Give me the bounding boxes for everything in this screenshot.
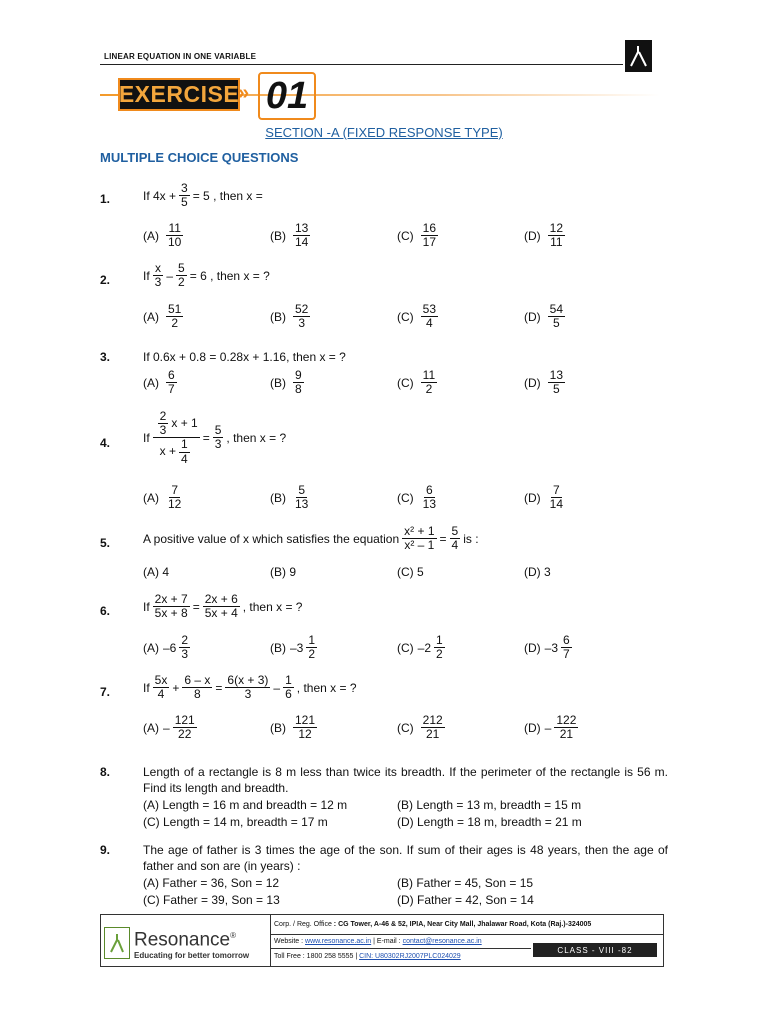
option-a[interactable]: (A) 4 xyxy=(143,565,170,579)
chapter-title: LINEAR EQUATION IN ONE VARIABLE xyxy=(104,52,257,61)
fraction xyxy=(293,303,310,330)
q-text: is : xyxy=(463,531,479,546)
option-a[interactable] xyxy=(143,303,186,330)
question-4-text xyxy=(143,410,286,466)
numerator: 5 xyxy=(451,524,459,538)
fraction xyxy=(421,222,438,249)
fraction xyxy=(179,438,190,465)
exercise-number: 01 xyxy=(258,72,316,120)
complex-fraction xyxy=(153,410,200,466)
fraction xyxy=(434,634,445,661)
numerator: 5 xyxy=(178,261,185,275)
numerator: 5 xyxy=(298,483,306,497)
website-label: Website : xyxy=(274,938,304,945)
option-label: (A) xyxy=(143,309,159,324)
denominator: 2 xyxy=(308,647,316,662)
numerator: 11 xyxy=(422,368,436,382)
option-b[interactable]: (B) Father = 45, Son = 15 xyxy=(397,876,534,890)
option-c[interactable] xyxy=(397,634,448,661)
double-chevron-icon: » xyxy=(238,82,250,104)
option-a[interactable] xyxy=(143,714,200,741)
option-c[interactable]: (C) Length = 14 m, breadth = 17 m xyxy=(143,815,328,829)
option-label: (D) xyxy=(524,228,541,243)
numerator: 2x + 7 xyxy=(154,592,188,606)
numerator: 6 xyxy=(563,633,570,647)
numerator: 6 – x xyxy=(184,673,211,687)
option-label: (D) xyxy=(524,309,541,324)
option-label: (A) xyxy=(143,640,159,655)
option-d[interactable] xyxy=(524,303,568,330)
option-label: (C) xyxy=(397,309,414,324)
option-b[interactable] xyxy=(270,714,320,741)
website-link[interactable]: www.resonance.ac.in xyxy=(305,938,372,945)
fraction xyxy=(402,525,436,552)
q-text: , then x = ? xyxy=(226,430,287,445)
numerator: 2 xyxy=(159,409,167,423)
numerator: 121 xyxy=(174,713,195,727)
question-number: 4. xyxy=(100,436,111,450)
fraction xyxy=(306,634,317,661)
numerator: 13 xyxy=(295,221,309,235)
sign: – xyxy=(544,720,552,735)
denominator: 5 xyxy=(181,195,188,210)
class-page-badge: CLASS - VIII -82 xyxy=(533,943,657,957)
option-b[interactable] xyxy=(270,369,307,396)
email-link[interactable]: contact@resonance.ac.in xyxy=(402,938,482,945)
numerator: 1 xyxy=(285,673,292,687)
fraction xyxy=(176,262,187,289)
option-a[interactable] xyxy=(143,484,186,511)
question-3-text: If 0.6x + 0.8 = 0.28x + 1.16, then x = ? xyxy=(143,350,346,364)
denominator: 3 xyxy=(181,647,189,662)
option-label: (B) xyxy=(270,375,286,390)
denominator: 14 xyxy=(295,235,309,250)
option-a[interactable] xyxy=(143,222,186,249)
question-number: 3. xyxy=(100,350,111,364)
office-label: Corp. / Reg. Office xyxy=(274,921,332,928)
resonance-mark-icon xyxy=(625,40,652,72)
question-number: 6. xyxy=(100,604,111,618)
expr: x + xyxy=(159,444,177,459)
fraction xyxy=(213,424,224,451)
question-number: 2. xyxy=(100,273,111,287)
option-label: (C) xyxy=(397,720,414,735)
option-d[interactable] xyxy=(524,484,568,511)
mcq-heading: MULTIPLE CHOICE QUESTIONS xyxy=(100,150,299,165)
denominator: 4 xyxy=(157,687,165,702)
denominator: 5x + 8 xyxy=(154,606,188,621)
question-number: 7. xyxy=(100,685,111,699)
denominator: 3 xyxy=(298,316,306,331)
denominator: 5 xyxy=(553,316,560,331)
numerator: 16 xyxy=(422,221,437,235)
fraction xyxy=(421,303,438,330)
denominator: 8 xyxy=(194,687,201,702)
whole-part: –3 xyxy=(544,640,559,655)
fraction xyxy=(179,634,190,661)
q-text: , then x = ? xyxy=(296,680,357,695)
denominator: 4 xyxy=(181,451,188,466)
numerator xyxy=(153,410,200,438)
fraction xyxy=(548,222,565,249)
numerator: 1 xyxy=(308,633,316,647)
operator: + xyxy=(172,680,180,695)
exercise-label: EXERCISE xyxy=(118,78,240,111)
section-title: SECTION -A (FIXED RESPONSE TYPE) xyxy=(265,125,503,140)
q-text: If 4x + xyxy=(143,188,177,203)
option-c[interactable] xyxy=(397,369,440,396)
option-c[interactable]: (C) 5 xyxy=(397,565,424,579)
denominator: 2 xyxy=(436,647,443,662)
footer-logo xyxy=(104,924,267,962)
question-2-text xyxy=(143,262,270,289)
option-b[interactable]: (B) 9 xyxy=(270,565,297,579)
fraction xyxy=(225,674,270,701)
option-c[interactable] xyxy=(397,303,441,330)
numerator: 5 xyxy=(214,423,222,438)
q-text: = 6 , then x = ? xyxy=(189,268,270,283)
numerator: 52 xyxy=(295,302,309,316)
fraction xyxy=(548,369,565,396)
fraction xyxy=(293,222,310,249)
numerator: 3 xyxy=(181,181,188,195)
question-1-text xyxy=(143,182,263,209)
fraction xyxy=(548,303,565,330)
fraction xyxy=(179,182,190,209)
question-number: 8. xyxy=(100,765,111,779)
option-b[interactable] xyxy=(270,222,313,249)
option-b[interactable] xyxy=(270,484,313,511)
denominator: 3 xyxy=(244,687,252,702)
registered-mark: ® xyxy=(230,931,237,941)
contact-line xyxy=(271,938,482,945)
option-b[interactable]: (B) Length = 13 m, breadth = 15 m xyxy=(397,798,582,812)
fraction xyxy=(182,674,212,701)
denominator: 13 xyxy=(295,497,309,512)
numerator: 6 xyxy=(168,368,175,382)
fraction xyxy=(293,369,304,396)
whole-part: –6 xyxy=(163,640,177,655)
question-8-text: Length of a rectangle is 8 m less than twice its breadth. If the perimeter of the rectangle is 56 m. Find its length and breadth. xyxy=(143,765,668,795)
office-text: : CG Tower, A-46 & 52, IPIA, Near City Mall, Jhalawar Road, Kota (Raj.)-324005 xyxy=(333,921,592,928)
fraction xyxy=(166,369,177,396)
denominator: 6 xyxy=(285,687,292,702)
fraction xyxy=(153,593,190,620)
option-label: (D) xyxy=(524,490,541,505)
option-a[interactable]: (A) Length = 16 m and breadth = 12 m xyxy=(143,798,348,812)
question-6-text xyxy=(143,593,302,620)
operator: = xyxy=(202,430,210,445)
fraction xyxy=(450,525,461,552)
denominator: 2 xyxy=(425,382,433,397)
option-label: (C) xyxy=(397,490,414,505)
question-9-text: The age of father is 3 times the age of the son. If sum of their ages is 48 years, then the age of father and son are (in years) : xyxy=(143,843,668,873)
denominator: 4 xyxy=(451,538,459,553)
numerator: x² + 1 xyxy=(404,524,435,538)
option-c[interactable] xyxy=(397,222,441,249)
numerator: 54 xyxy=(549,302,564,316)
fraction xyxy=(561,634,572,661)
q-text: , then x = ? xyxy=(242,599,303,614)
q-text: If xyxy=(143,268,150,283)
numerator: 53 xyxy=(422,302,437,316)
numerator: 12 xyxy=(549,221,564,235)
fraction xyxy=(166,303,183,330)
numerator: 7 xyxy=(171,483,179,497)
option-d[interactable] xyxy=(524,222,568,249)
brand-tagline: Educating for better tomorrow xyxy=(134,950,250,960)
numerator: 7 xyxy=(553,483,560,497)
q-text: If xyxy=(143,599,150,614)
numerator: 2x + 6 xyxy=(204,592,238,606)
option-a[interactable] xyxy=(143,369,180,396)
denominator: 21 xyxy=(559,727,574,742)
footer-separator xyxy=(271,948,531,949)
option-d[interactable] xyxy=(524,714,581,741)
option-label: (D) xyxy=(524,375,541,390)
denominator xyxy=(158,438,195,465)
denominator: 14 xyxy=(549,497,564,512)
option-label: (B) xyxy=(270,309,286,324)
option-label: (B) xyxy=(270,640,286,655)
option-a[interactable]: (A) Father = 36, Son = 12 xyxy=(143,876,280,890)
denominator: 4 xyxy=(426,316,433,331)
numerator: 9 xyxy=(295,368,302,382)
option-d[interactable] xyxy=(524,369,568,396)
tollfree-line xyxy=(271,953,461,960)
resonance-logo-icon xyxy=(104,927,130,959)
denominator: 3 xyxy=(154,275,162,290)
option-label: (A) xyxy=(143,720,159,735)
fraction xyxy=(158,410,169,437)
q-text: = 5 , then x = xyxy=(192,188,263,203)
numerator: 51 xyxy=(168,302,182,316)
expr: x + 1 xyxy=(171,416,198,431)
option-label: (B) xyxy=(270,720,286,735)
denominator: 5 xyxy=(553,382,560,397)
denominator: 7 xyxy=(563,647,570,662)
numerator: 122 xyxy=(556,713,577,727)
question-7-text xyxy=(143,674,357,701)
whole-part: –3 xyxy=(290,640,304,655)
numerator: 1 xyxy=(181,437,188,452)
option-label: (B) xyxy=(270,490,286,505)
denominator: 3 xyxy=(159,423,167,438)
denominator: 8 xyxy=(295,382,302,397)
option-b[interactable] xyxy=(270,634,320,661)
question-number: 5. xyxy=(100,536,111,550)
sign: – xyxy=(163,720,170,735)
cin-text: CIN: U80302RJ2007PLC024029 xyxy=(359,953,461,960)
denominator: 13 xyxy=(422,497,437,512)
tollfree: Toll Free : 1800 258 5555 | xyxy=(274,953,358,960)
fraction xyxy=(153,262,164,289)
fraction xyxy=(554,714,578,741)
option-c[interactable] xyxy=(397,714,448,741)
numerator: 11 xyxy=(168,221,181,235)
option-d[interactable]: (D) 3 xyxy=(524,565,551,579)
denominator: 22 xyxy=(178,727,192,742)
option-label: (A) xyxy=(143,375,159,390)
option-label: (D) xyxy=(524,720,541,735)
option-label: (A) xyxy=(143,490,159,505)
header-rule xyxy=(100,64,623,65)
option-label: (C) xyxy=(397,640,414,655)
brand-name: Resonance xyxy=(134,929,231,951)
operator: = xyxy=(439,531,447,546)
option-d[interactable]: (D) Father = 42, Son = 14 xyxy=(397,893,534,907)
operator: = xyxy=(192,599,200,614)
denominator: 21 xyxy=(426,727,440,742)
footer-separator xyxy=(271,934,664,935)
question-5-text xyxy=(143,525,479,552)
denominator: x² – 1 xyxy=(404,538,435,553)
fraction xyxy=(283,674,294,701)
numerator: 6(x + 3) xyxy=(227,673,269,687)
fraction xyxy=(153,674,170,701)
q-text: If xyxy=(143,430,150,445)
fraction xyxy=(293,484,310,511)
numerator: 2 xyxy=(181,633,189,647)
option-d[interactable]: (D) Length = 18 m, breadth = 21 m xyxy=(397,815,582,829)
fraction xyxy=(293,714,317,741)
fraction xyxy=(166,222,183,249)
option-label: (A) xyxy=(143,228,159,243)
numerator: 1 xyxy=(436,633,443,647)
numerator: 5x xyxy=(154,673,168,687)
operator: = xyxy=(215,680,223,695)
denominator: 12 xyxy=(168,497,182,512)
option-label: (B) xyxy=(270,228,286,243)
q-text: If xyxy=(143,680,150,695)
question-number: 9. xyxy=(100,843,111,857)
fraction xyxy=(548,484,565,511)
question-number: 1. xyxy=(100,192,111,206)
denominator: 17 xyxy=(422,235,437,250)
operator: – xyxy=(273,680,281,695)
numerator: 13 xyxy=(549,368,564,382)
fraction xyxy=(421,714,445,741)
option-b[interactable] xyxy=(270,303,313,330)
whole-part: –2 xyxy=(417,640,432,655)
option-label: (D) xyxy=(524,640,541,655)
option-c[interactable]: (C) Father = 39, Son = 13 xyxy=(143,893,280,907)
fraction xyxy=(203,593,240,620)
operator: – xyxy=(166,268,174,283)
fraction xyxy=(421,484,438,511)
denominator: 11 xyxy=(550,235,563,250)
fraction xyxy=(421,369,437,396)
email-label: | E-mail : xyxy=(373,938,401,945)
denominator: 12 xyxy=(298,727,312,742)
office-address xyxy=(271,921,591,928)
numerator: 6 xyxy=(426,483,433,497)
numerator: x xyxy=(155,261,162,275)
denominator: 7 xyxy=(168,382,175,397)
denominator: 5x + 4 xyxy=(204,606,238,621)
option-label: (C) xyxy=(397,375,414,390)
numerator: 212 xyxy=(422,713,443,727)
denominator: 2 xyxy=(178,275,185,290)
q-text: A positive value of x which satisfies the equation xyxy=(143,531,400,546)
denominator: 10 xyxy=(168,235,182,250)
option-a[interactable] xyxy=(143,634,193,661)
fraction xyxy=(166,484,183,511)
option-c[interactable] xyxy=(397,484,441,511)
denominator: 3 xyxy=(214,437,222,452)
denominator: 2 xyxy=(171,316,179,331)
numerator: 121 xyxy=(295,713,316,727)
option-label: (C) xyxy=(397,228,414,243)
option-d[interactable] xyxy=(524,634,575,661)
fraction xyxy=(173,714,197,741)
